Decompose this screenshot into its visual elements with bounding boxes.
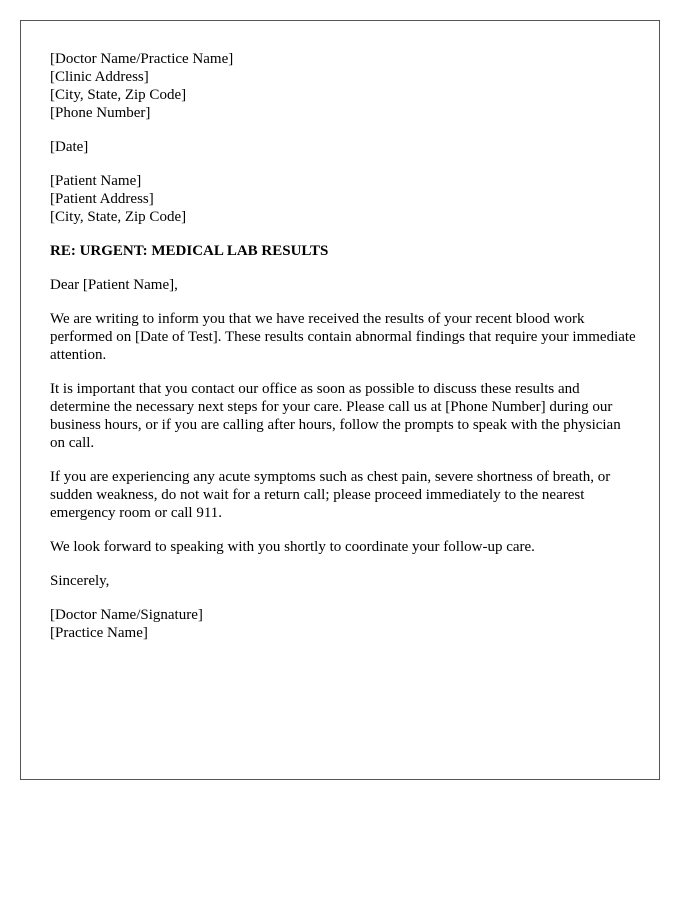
sender-address: [Clinic Address] <box>50 69 149 85</box>
paragraph-contact-instructions: It is important that you contact our office as soon as possible to discuss these results and determine the necessary next steps for your care. Please call us at [Phone Number] during our business hours, or if you are calling after hours, follow the prompts to speak with the physician on call. <box>50 381 621 451</box>
signature-name: [Doctor Name/Signature] <box>50 607 203 623</box>
recipient-block <box>50 172 638 226</box>
paragraph-notification: We are writing to inform you that we have received the results of your recent blood work performed on [Date of Test]. These results contain abnormal findings that require your immediate attention. <box>50 311 636 363</box>
sender-phone: [Phone Number] <box>50 105 151 121</box>
sender-block <box>50 50 638 122</box>
subject-line: RE: URGENT: MEDICAL LAB RESULTS <box>50 243 329 259</box>
letter-page <box>20 20 660 780</box>
date-line <box>50 138 638 156</box>
closing: Sincerely, <box>50 573 110 589</box>
paragraph-emergency-warning: If you are experiencing any acute symptoms such as chest pain, severe shortness of breath, or sudden weakness, do not wait for a return call; please proceed immediately to the nearest emergency room or call 911. <box>50 469 611 521</box>
signature-block <box>50 606 638 642</box>
letter-date: [Date] <box>50 139 89 155</box>
recipient-city-state-zip: [City, State, Zip Code] <box>50 209 187 225</box>
letter-body <box>50 50 638 658</box>
paragraph-follow-up: We look forward to speaking with you shortly to coordinate your follow-up care. <box>50 539 535 555</box>
signature-practice: [Practice Name] <box>50 625 148 641</box>
sender-name: [Doctor Name/Practice Name] <box>50 51 234 67</box>
recipient-address: [Patient Address] <box>50 191 154 207</box>
sender-city-state-zip: [City, State, Zip Code] <box>50 87 187 103</box>
recipient-name: [Patient Name] <box>50 173 142 189</box>
salutation: Dear [Patient Name], <box>50 277 178 293</box>
